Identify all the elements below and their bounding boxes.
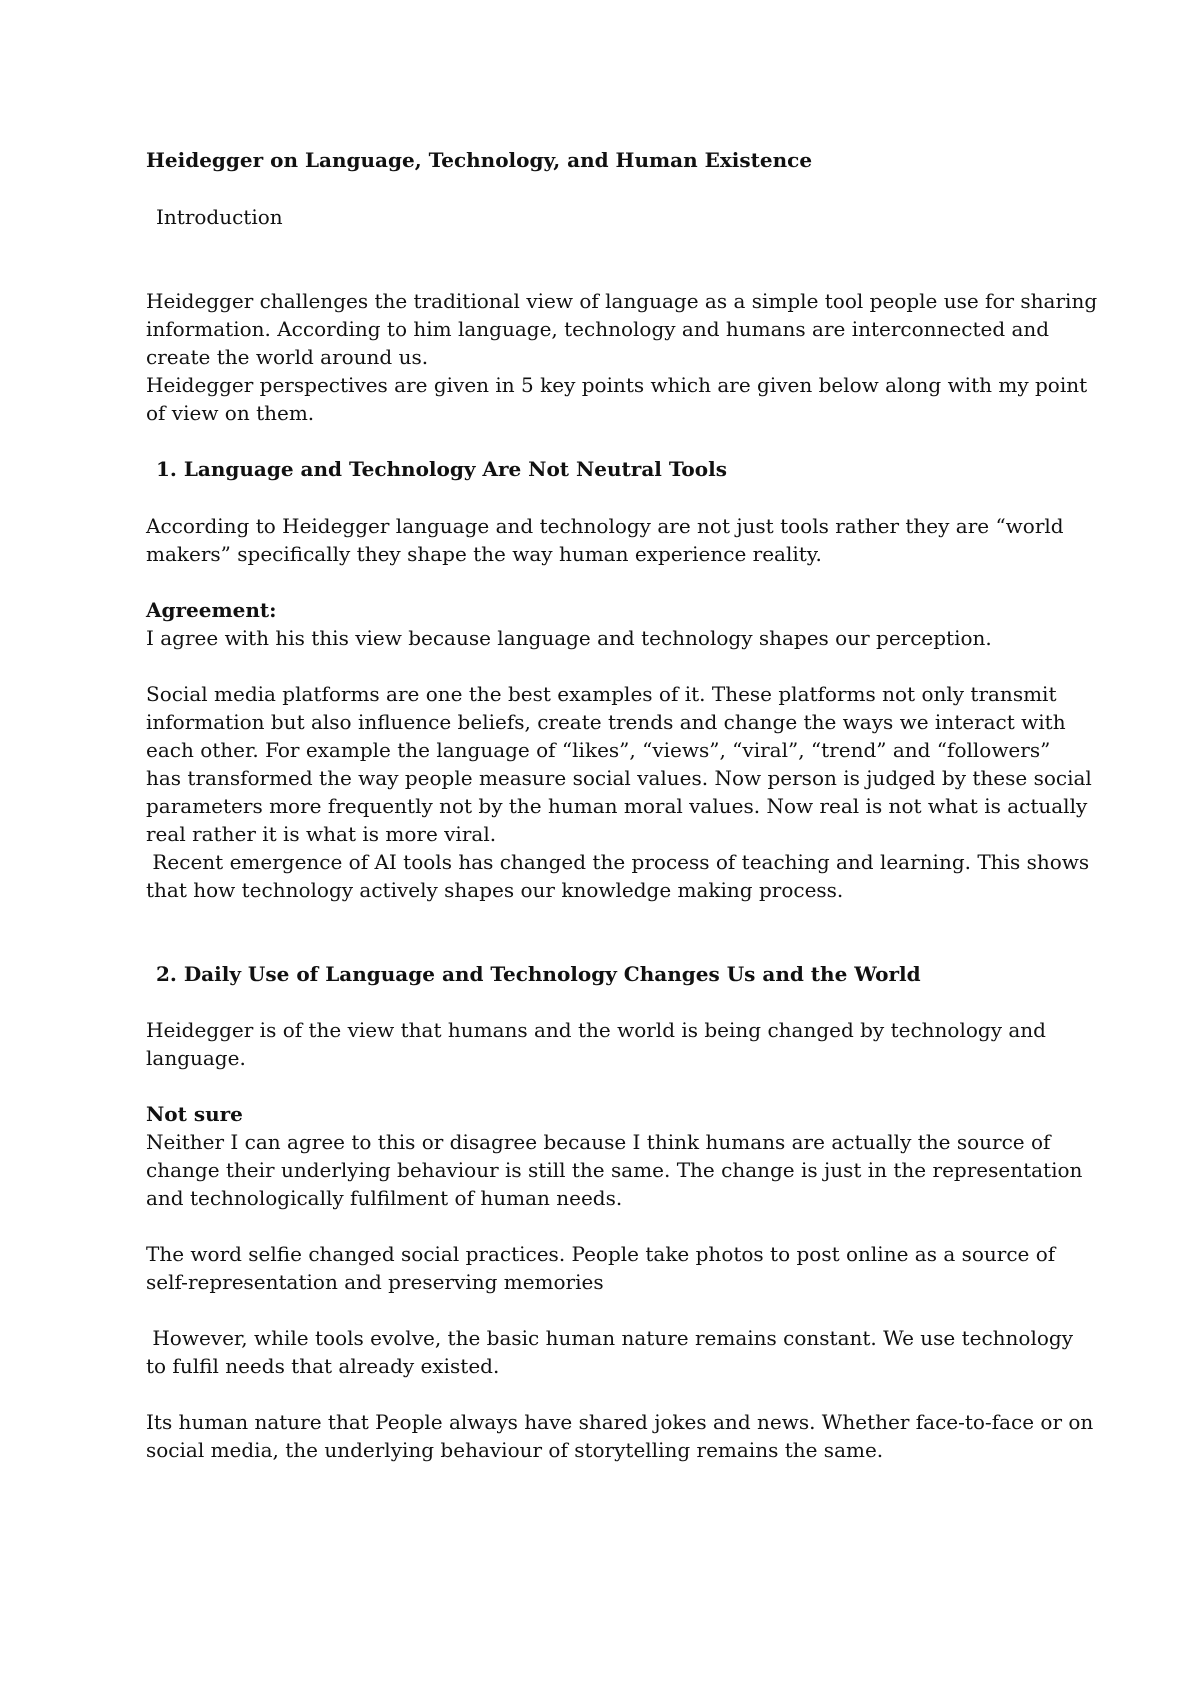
paragraph-line: I agree with his this view because language and technology shapes our perception.: [146, 626, 992, 650]
section2-nature: [146, 1408, 1094, 1464]
paragraph-line: Neither I can agree to this or disagree because I think humans are actually the source of: [146, 1130, 1051, 1154]
agreement-label: Agreement:: [146, 598, 277, 622]
section2-selfie: [146, 1240, 1066, 1296]
paragraph-line: However, while tools evolve, the basic human nature remains constant. We use technology: [146, 1326, 1074, 1350]
paragraph-line: real rather it is what is more viral.: [146, 822, 497, 846]
section1-examples: [146, 680, 1092, 904]
paragraph-line: parameters more frequently not by the human moral values. Now real is not what is actually: [146, 794, 1088, 818]
paragraph-line: Its human nature that People always have shared jokes and news. Whether face-to-face or on: [146, 1410, 1094, 1434]
section1-heading-text: 1. Language and Technology Are Not Neutral Tools: [156, 457, 727, 481]
paragraph-line: self-representation and preserving memories: [146, 1270, 604, 1294]
intro-heading: [156, 203, 1076, 231]
paragraph-line: Heidegger challenges the traditional view of language as a simple tool people use for sharing: [146, 289, 1098, 313]
paragraph-line: that how technology actively shapes our knowledge making process.: [146, 878, 844, 902]
paragraph-line: has transformed the way people measure social values. Now person is judged by these social: [146, 766, 1092, 790]
section2-heading-text: 2. Daily Use of Language and Technology Changes Us and the World: [156, 962, 921, 986]
paragraph-line: to fulfil needs that already existed.: [146, 1354, 500, 1378]
document-title: [146, 146, 1066, 174]
paragraph-line: The word selfie changed social practices. People take photos to post online as a source of: [146, 1242, 1056, 1266]
paragraph-line: create the world around us.: [146, 345, 429, 369]
section2-summary: [146, 1016, 1066, 1072]
paragraph-line: Recent emergence of AI tools has changed the process of teaching and learning. This shows: [146, 850, 1090, 874]
section1-heading: [156, 455, 1076, 483]
paragraph-line: information. According to him language, technology and humans are interconnected and: [146, 317, 1050, 341]
paragraph-line: of view on them.: [146, 401, 315, 425]
title-text: Heidegger on Language, Technology, and Human Existence: [146, 148, 813, 172]
section2-stance: [146, 1100, 1083, 1212]
intro-paragraph: [146, 287, 1098, 427]
section1-stance: [146, 596, 1066, 652]
paragraph-line: makers” specifically they shape the way human experience reality.: [146, 542, 822, 566]
section1-summary: [146, 512, 1066, 568]
paragraph-line: information but also influence beliefs, create trends and change the ways we interact with: [146, 710, 1066, 734]
paragraph-line: each other. For example the language of “likes”, “views”, “viral”, “trend” and “followers”: [146, 738, 1051, 762]
paragraph-line: According to Heidegger language and technology are not just tools rather they are “world: [146, 514, 1064, 538]
not-sure-label: Not sure: [146, 1102, 243, 1126]
section2-heading: [156, 960, 1076, 988]
section2-however: [146, 1324, 1074, 1380]
paragraph-line: Heidegger is of the view that humans and the world is being changed by technology and: [146, 1018, 1046, 1042]
paragraph-line: Heidegger perspectives are given in 5 key points which are given below along with my point: [146, 373, 1088, 397]
paragraph-line: and technologically fulfilment of human needs.: [146, 1186, 623, 1210]
paragraph-line: social media, the underlying behaviour of storytelling remains the same.: [146, 1438, 884, 1462]
paragraph-line: language.: [146, 1046, 246, 1070]
paragraph-line: change their underlying behaviour is still the same. The change is just in the representation: [146, 1158, 1083, 1182]
paragraph-line: Social media platforms are one the best examples of it. These platforms not only transmit: [146, 682, 1057, 706]
intro-heading-text: Introduction: [156, 205, 283, 229]
